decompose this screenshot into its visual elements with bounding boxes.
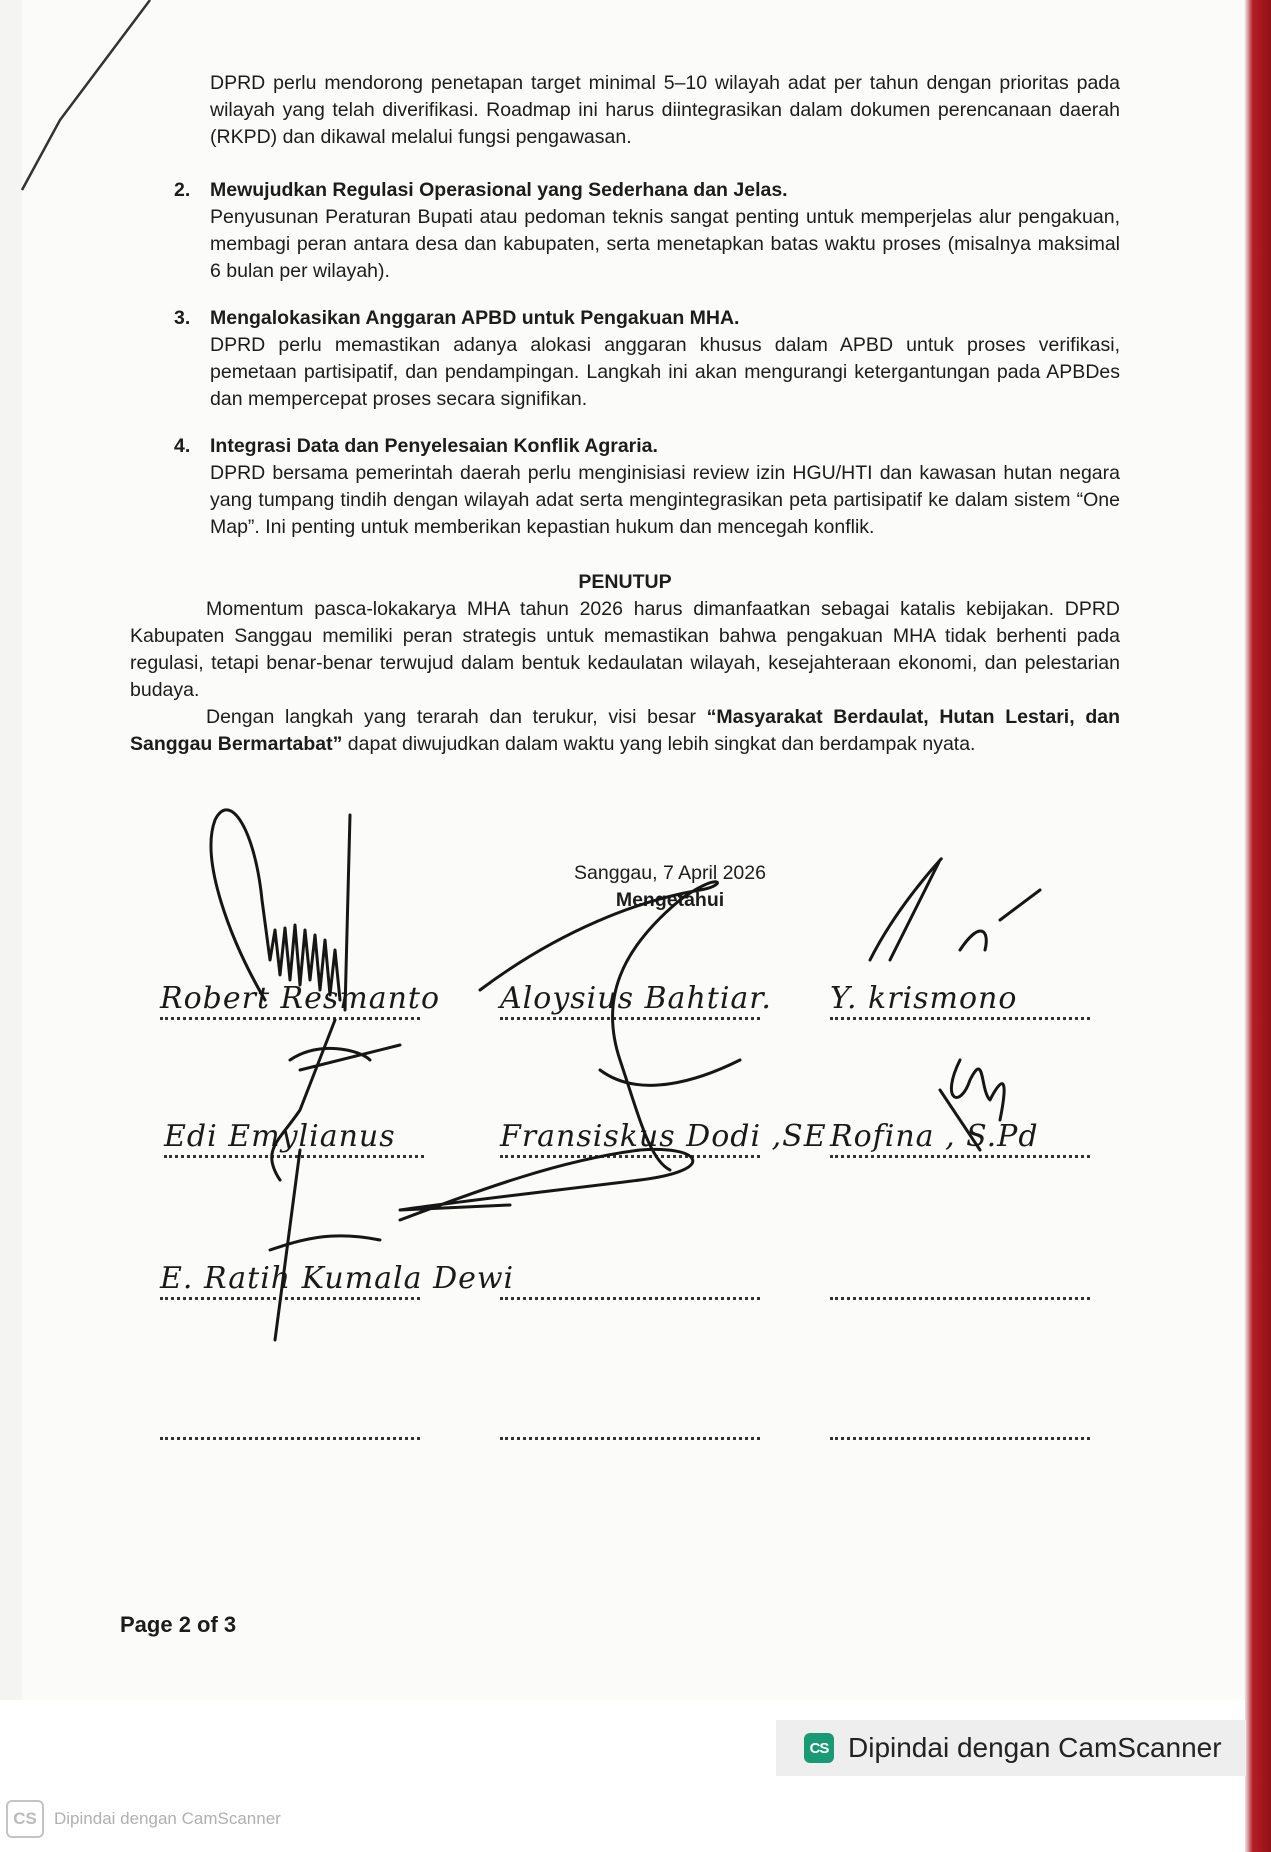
- signer-name: Y. krismono: [830, 981, 1018, 1016]
- list-heading: Integrasi Data dan Penyelesaian Konflik Agraria.: [210, 435, 658, 457]
- camscanner-logo-icon: CS: [804, 1733, 834, 1763]
- signer-name: Edi Emylianus: [164, 1119, 396, 1154]
- camscanner-watermark-small: [6, 1800, 281, 1838]
- list-number: 3.: [174, 307, 191, 329]
- list-body: Penyusunan Peraturan Bupati atau pedoman teknis sangat penting untuk memperjelas alur pengakuan, membagi peran antara desa dan kabupaten, serta menetapkan batas waktu proses (misalnya maksimal 6 bulan per wilayah).: [210, 206, 1120, 282]
- signature-slot-10: [160, 1400, 420, 1440]
- signature-slot-4: [164, 1118, 424, 1158]
- camscanner-watermark: [776, 1720, 1246, 1776]
- dotted-line: [500, 1017, 760, 1020]
- signature-slot-3: [830, 980, 1090, 1020]
- closing-paragraph-2-tail: dapat diwujudkan dalam waktu yang lebih singkat dan berdampak nyata.: [342, 733, 976, 755]
- list-item-4: [130, 433, 1120, 541]
- signature-block: [150, 860, 1110, 1480]
- document-body: [130, 70, 1120, 758]
- list-number: 4.: [174, 435, 191, 457]
- dotted-line: [500, 1437, 760, 1440]
- signature-slot-5: [500, 1118, 827, 1158]
- dotted-line: [500, 1155, 760, 1158]
- camscanner-text: Dipindai dengan CamScanner: [848, 1732, 1222, 1763]
- camscanner-small-text: Dipindai dengan CamScanner: [54, 1809, 281, 1828]
- place-date: [520, 860, 820, 914]
- signer-name: E. Ratih Kumala Dewi: [160, 1261, 515, 1296]
- dotted-line: [830, 1017, 1090, 1020]
- signature-slot-2: [500, 980, 772, 1020]
- signature-slot-1: [160, 980, 441, 1020]
- signer-name: Rofina , S.Pd: [830, 1119, 1039, 1154]
- section-title-penutup: PENUTUP: [578, 571, 672, 593]
- signer-name: Fransiskus Dodi ,SE: [500, 1119, 827, 1154]
- dotted-line: [830, 1155, 1090, 1158]
- signer-name: Robert Resmanto: [160, 981, 441, 1016]
- list-body: DPRD bersama pemerintah daerah perlu menginisiasi review izin HGU/HTI dan kawasan hutan negara yang tumpang tindih dengan wilayah adat serta mengintegrasikan peta partisipatif ke dalam sistem “One Map”. Ini penting untuk memberikan kepastian hukum dan mencegah konflik.: [210, 462, 1120, 538]
- place-date-text: Sanggau, 7 April 2026: [574, 862, 766, 884]
- closing-paragraph-2-lead: Dengan langkah yang terarah dan terukur, visi besar: [206, 706, 707, 728]
- list-item-3: [130, 305, 1120, 413]
- signature-slot-9: [830, 1260, 1090, 1300]
- list-heading: Mengalokasikan Anggaran APBD untuk Pengakuan MHA.: [210, 307, 740, 329]
- list-heading: Mewujudkan Regulasi Operasional yang Sederhana dan Jelas.: [210, 179, 788, 201]
- dotted-line: [160, 1017, 420, 1020]
- list-number: 2.: [174, 179, 191, 201]
- signature-slot-6: [830, 1118, 1090, 1158]
- dotted-line: [164, 1155, 424, 1158]
- signature-slot-11: [500, 1400, 760, 1440]
- signature-slot-8: [500, 1260, 760, 1300]
- closing-paragraph-1: Momentum pasca-lokakarya MHA tahun 2026 harus dimanfaatkan sebagai katalis kebijakan. DPRD Kabupaten Sanggau memiliki peran strategis untuk memastikan bahwa pengakuan MHA tidak berhenti pada regulasi, tetapi benar-benar terwujud dalam bentuk kedaulatan wilayah, kesejahteraan ekonomi, dan pelestarian budaya.: [130, 598, 1120, 701]
- list-body: DPRD perlu memastikan adanya alokasi anggaran khusus dalam APBD untuk proses verifikasi, pemetaan partisipatif, dan pendampingan. Langkah ini akan mengurangi ketergantungan pada APBDes dan mempercepat proses secara signifikan.: [210, 334, 1120, 410]
- vision-statement: “Masyarakat Berdaulat, Hutan Lestari, dan Sanggau Bermartabat”: [130, 706, 1120, 755]
- list-item-2: [130, 177, 1120, 285]
- known-label: Mengetahui: [615, 889, 725, 911]
- closing-paragraph-2: [130, 704, 1120, 758]
- signature-slot-12: [830, 1400, 1090, 1440]
- camscanner-small-logo-icon: CS: [6, 1800, 44, 1838]
- page-number: Page 2 of 3: [120, 1612, 237, 1637]
- dotted-line: [830, 1437, 1090, 1440]
- dotted-line: [830, 1297, 1090, 1300]
- dotted-line: [500, 1297, 760, 1300]
- scan-edge-strip: [1245, 0, 1271, 1852]
- signature-slot-7: [160, 1260, 515, 1300]
- item-1-continuation: DPRD perlu mendorong penetapan target minimal 5–10 wilayah adat per tahun dengan prioritas pada wilayah yang telah diverifikasi. Roadmap ini harus diintegrasikan dalam dokumen perencanaan daerah (RKPD) dan dikawal melalui fungsi pengawasan.: [210, 72, 1120, 148]
- dotted-line: [160, 1437, 420, 1440]
- signer-name: Aloysius Bahtiar.: [500, 981, 772, 1016]
- dotted-line: [160, 1297, 420, 1300]
